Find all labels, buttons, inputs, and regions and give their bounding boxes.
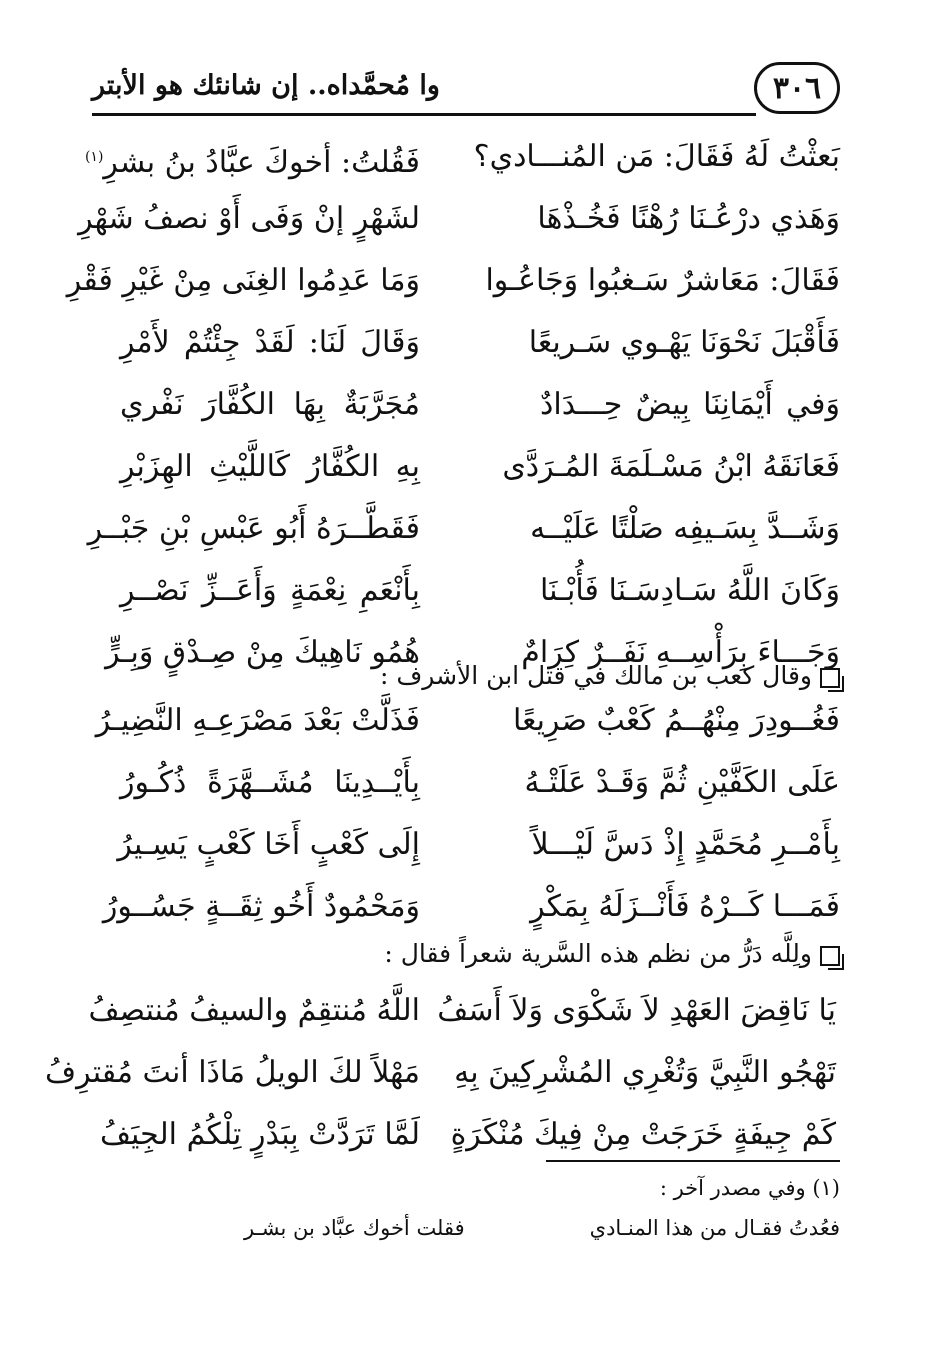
verse-first-hemistich: بَعثْتُ لَهُ فَقَالَ: مَن المُنـــادي؟ — [473, 139, 840, 174]
verse-second-hemistich: مَهْلاً لكَ الويلُ مَاذَا أنتَ مُقترِفُ — [45, 1055, 420, 1090]
footnote-label: (١) وفي مصدر آخر : — [659, 1176, 840, 1200]
page-header — [92, 62, 840, 120]
verse-second-hemistich: فَقَطَّــرَهُ أَبُو عَبْسِ بْنِ جَبْــرِ — [87, 511, 420, 546]
verse — [102, 876, 840, 938]
verse-second-hemistich: بِأَيْــدِينَا مُشَــهَّرَةً ذُكُـورُ — [120, 765, 420, 800]
verse — [88, 980, 836, 1042]
verse-first-hemistich: وَكَانَ اللَّهُ سَـادِسَـنَا فَأُبْـنَا — [540, 573, 840, 608]
verse-first-hemistich: فَغُــودِرَ مِنْهُــمُ كَعْبٌ صَرِيعًا — [512, 703, 840, 738]
footnote-first-hemistich: فعُدتُ فقـال من هذا المنـادي — [589, 1216, 840, 1240]
hemistich-text: فَقُلتُ: أخوكَ عبَّادُ بنُ بشرِ — [103, 145, 420, 180]
header-rule — [92, 113, 756, 116]
verse-first-hemistich: وَجَـــاءَ بِرَأْسِــهِ نَفَــرٌ كِرَامٌ — [521, 635, 840, 670]
verse — [120, 436, 840, 498]
verse — [117, 814, 840, 876]
verse — [95, 690, 840, 752]
verse-first-hemistich: وَشَــدَّ بِسَـيفِه صَلْتًا عَلَيْــه — [530, 511, 840, 546]
section-marker-icon — [820, 946, 840, 966]
verse-first-hemistich: فَأَقْبَلَ نَحْوَنَا يَهْـوي سَـريعًا — [528, 325, 840, 360]
verse-first-hemistich: فَمَـــا كَــرْهُ فَأَنْــزَلَهُ بِمَكْرٍ — [530, 889, 840, 924]
verse-second-hemistich: هُمُو نَاهِيكَ مِنْ صِـدْقٍ وَبِـرٍّ — [105, 635, 420, 670]
footnote-verse — [244, 1208, 840, 1248]
verse-second-hemistich: مُجَرَّبَةٌ بِهَا الكُفَّارَ نَفْري — [120, 387, 420, 422]
verse — [78, 188, 840, 250]
footnote-marker: (١) — [84, 149, 104, 165]
verse-second-hemistich: لَمَّا تَرَدَّتْ بِبَدْرٍ تِلْكُمُ الجِيَفُ — [100, 1117, 420, 1152]
verse-first-hemistich: وَهَذي درْعُـنَا رُهْنًا فَخُـذْهَا — [537, 201, 840, 236]
verse-first-hemistich: كَمْ جِيفَةٍ خَرَجَتْ مِنْ فِيكَ مُنْكَرَةٍ — [450, 1117, 836, 1152]
verse-second-hemistich: بِأَنْعَمِ نِعْمَةٍ وَأَعَــزِّ نَصْــرِ — [120, 573, 420, 608]
verse — [66, 250, 840, 312]
verse — [45, 1042, 836, 1104]
footnote-second-hemistich: فقلت أخوك عبَّاد بن بشـر — [244, 1216, 465, 1240]
poem-1 — [66, 126, 840, 684]
verse — [120, 752, 840, 814]
verse-second-hemistich: وَمَا عَدِمُوا الغِنَى مِنْ غَيْرِ فَقْرِ — [66, 263, 420, 298]
verse-first-hemistich: بِأَمْــرِ مُحَمَّدٍ إِذْ دَسَّ لَيْـــلاً — [531, 827, 840, 862]
verse — [87, 498, 840, 560]
verse — [100, 1104, 836, 1166]
verse-first-hemistich: فَقَالَ: مَعَاشرٌ سَـغبُوا وَجَاعُـوا — [485, 263, 840, 298]
page-number: ٣٠٦ — [754, 62, 840, 114]
verse — [84, 126, 840, 188]
verse-second-hemistich: وَقَالَ لَنَا: لَقَدْ جِئْتُمْ لأَمْرِ — [120, 325, 420, 360]
verse-first-hemistich: تَهْجُو النَّبِيَّ وَتُغْرِي المُشْرِكِينَ بِهِ — [454, 1055, 836, 1090]
footnote-rule — [546, 1160, 840, 1162]
poem-3 — [45, 980, 836, 1166]
verse-second-hemistich: إِلَى كَعْبٍ أَخَا كَعْبٍ يَسِـيرُ — [117, 827, 420, 862]
running-title: وا مُحمَّداه.. إن شانئك هو الأبتر — [92, 70, 440, 101]
verse-second-hemistich: فَذَلَّتْ بَعْدَ مَصْرَعِـهِ النَّضِيـرُ — [95, 703, 420, 738]
verse-first-hemistich: فَعَانَقَهُ ابْنُ مَسْـلَمَةَ المُـرَدَّى — [502, 449, 840, 484]
poem-2 — [95, 690, 840, 938]
verse-first-hemistich: وَفي أَيْمَانِنَا بِيضٌ حِـــدَادٌ — [540, 387, 840, 422]
section-marker-icon — [820, 668, 840, 688]
verse-second-hemistich: اللَّهُ مُنتقِمٌ والسيفُ مُنتصِفُ — [88, 993, 420, 1028]
verse — [120, 560, 840, 622]
verse-second-hemistich: بِهِ الكُفَّارُ كَاللَّيْثِ الهِزَبْرِ — [120, 449, 420, 484]
verse-second-hemistich: لشَهْرٍ إنْ وَفَى أَوْ نصفُ شَهْرِ — [78, 201, 420, 236]
intro-text: وقال كعب بن مالك في قتل ابن الأشرف : — [379, 661, 812, 690]
intro-text: ولِلَّه دَرُّ من نظم هذه السَّرية شعراً فقال : — [384, 939, 812, 968]
verse-first-hemistich: يَا نَاقِضَ العَهْدِ لاَ شَكْوَى وَلاَ أَسَفُ — [437, 993, 836, 1028]
verse-first-hemistich: عَلَى الكَفَّيْنِ ثُمَّ وَقَـدْ عَلَتْـهُ — [524, 765, 840, 800]
verse-second-hemistich — [84, 126, 420, 194]
verse — [120, 374, 840, 436]
verse-second-hemistich: وَمَحْمُودٌ أَخُو ثِقَــةٍ جَسُــورُ — [102, 889, 420, 924]
section-intro — [120, 934, 840, 974]
verse — [120, 312, 840, 374]
